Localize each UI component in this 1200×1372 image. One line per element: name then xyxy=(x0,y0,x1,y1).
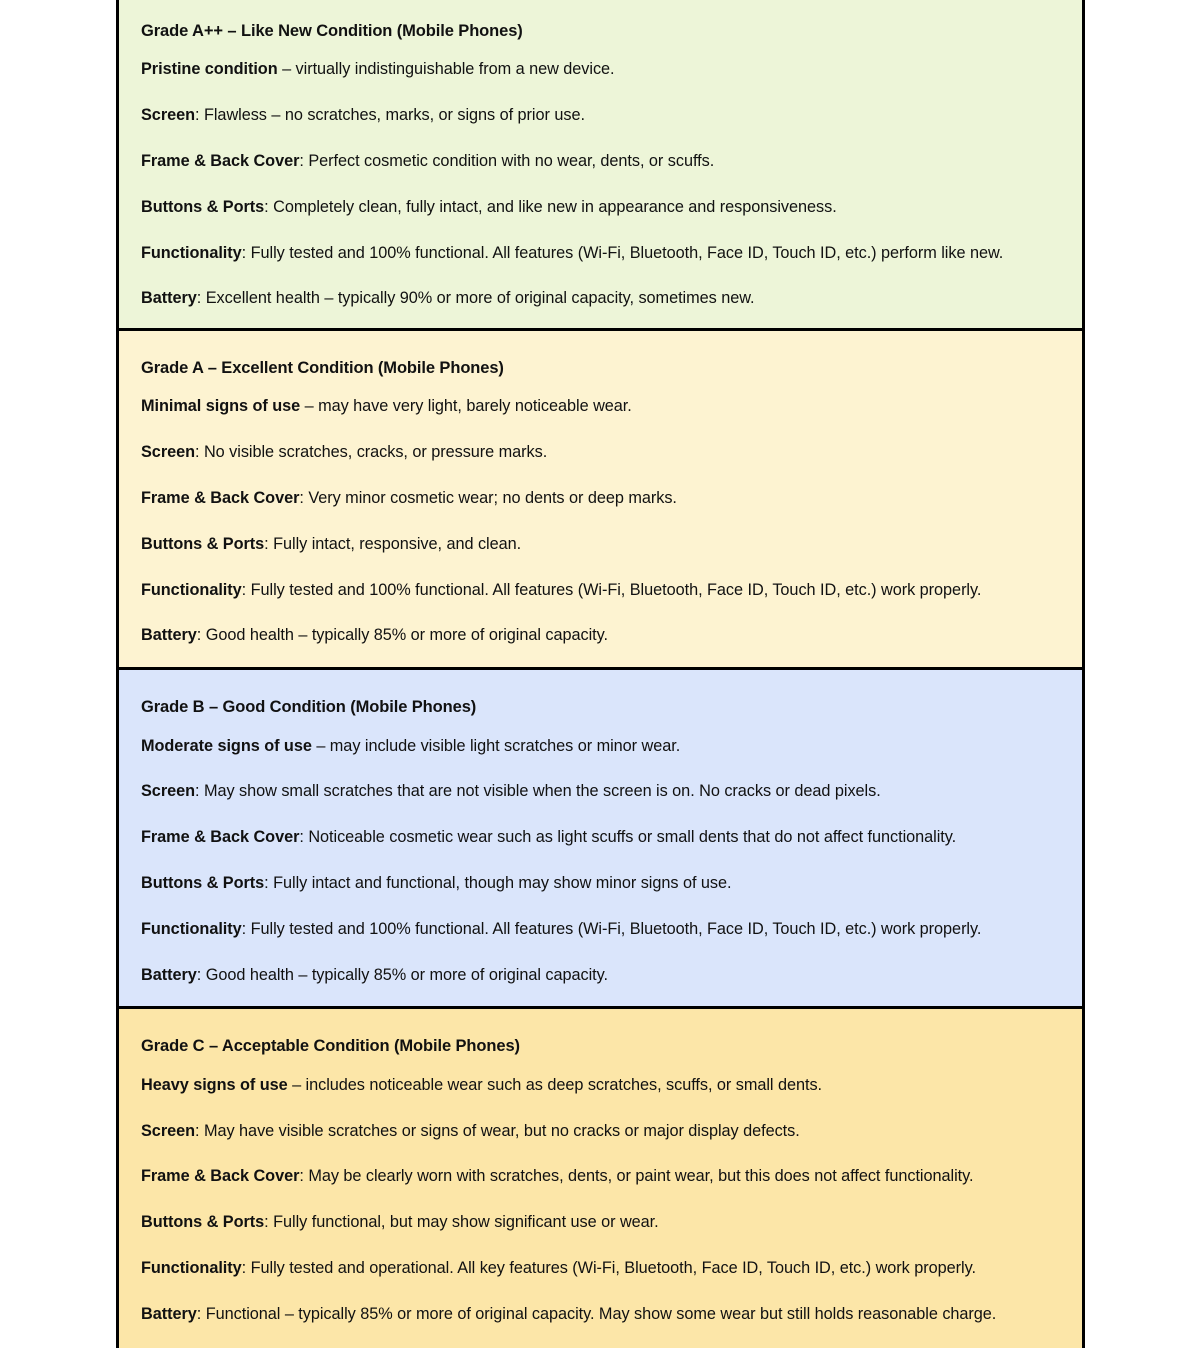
grade-detail-text: No visible scratches, cracks, or pressure marks. xyxy=(199,443,548,462)
grade-detail-line xyxy=(141,487,1060,510)
grade-detail-text: – virtually indistinguishable from a new device. xyxy=(277,60,615,79)
grade-detail-text: Fully intact, responsive, and clean. xyxy=(268,534,522,553)
grade-detail-line xyxy=(141,150,1060,173)
grade-detail-text: Fully tested and operational. All key features (Wi-Fi, Bluetooth, Face ID, Touch ID, etc.) work properly. xyxy=(246,1258,976,1277)
grade-detail-label: Functionality xyxy=(141,580,242,599)
grade-detail-label-suffix: : xyxy=(196,1304,202,1323)
grade-detail-label: Screen xyxy=(141,782,196,801)
grade-detail-label-suffix: : xyxy=(195,1121,200,1140)
grade-detail-text: Fully tested and 100% functional. All features (Wi-Fi, Bluetooth, Face ID, Touch ID, etc.) perform like new. xyxy=(246,243,1004,262)
grade-detail-text: Completely clean, fully intact, and like new in appearance and responsiveness. xyxy=(268,197,837,216)
grade-detail-line xyxy=(141,735,1060,758)
grade-detail-text: Fully tested and 100% functional. All features (Wi-Fi, Bluetooth, Face ID, Touch ID, etc.) work properly. xyxy=(246,580,982,599)
grade-detail-label-suffix: : xyxy=(195,782,200,801)
grade-detail-text: Noticeable cosmetic wear such as light scuffs or small dents that do not affect functionality. xyxy=(303,828,957,847)
grade-detail-label-suffix: : xyxy=(264,197,269,216)
grade-block xyxy=(119,1009,1082,1347)
grade-detail-label: Frame & Back Cover xyxy=(141,828,300,847)
grade-detail-label-suffix: : xyxy=(299,489,304,508)
grade-detail-text: May show small scratches that are not visible when the screen is on. No cracks or dead pixels. xyxy=(199,782,881,801)
grade-block xyxy=(119,331,1082,670)
grade-detail-text: Flawless – no scratches, marks, or signs of prior use. xyxy=(199,106,585,125)
grade-detail-label-suffix: : xyxy=(299,1167,304,1186)
grade-detail-line xyxy=(141,1120,1060,1143)
grade-block xyxy=(119,670,1082,1009)
grade-detail-text: Good health – typically 85% or more of original capacity. xyxy=(201,965,609,984)
grade-detail-label-suffix: : xyxy=(299,151,304,170)
grade-detail-text: Functional – typically 85% or more of original capacity. May show some wear but still holds reasonable charge. xyxy=(201,1304,997,1323)
grade-detail-label: Battery xyxy=(141,626,197,645)
grade-detail-label-suffix: : xyxy=(264,1213,269,1232)
grade-block xyxy=(119,0,1082,331)
grade-detail-line xyxy=(141,1257,1060,1280)
grade-detail-label: Battery xyxy=(141,1304,197,1323)
grade-detail-label-suffix: : xyxy=(241,580,247,599)
grade-detail-label: Frame & Back Cover xyxy=(141,151,300,170)
grade-title: Grade B – Good Condition (Mobile Phones) xyxy=(141,698,477,717)
grade-title: Grade A++ – Like New Condition (Mobile Phones) xyxy=(141,22,523,40)
grade-detail-line xyxy=(141,441,1060,464)
grade-detail-line xyxy=(141,1165,1060,1188)
grade-detail-label: Moderate signs of use xyxy=(141,736,312,755)
grade-title: Grade A – Excellent Condition (Mobile Phones) xyxy=(141,359,504,378)
grade-detail-label: Pristine condition xyxy=(141,60,278,79)
grade-detail-text: May have visible scratches or signs of wear, but no cracks or major display defects. xyxy=(199,1121,800,1140)
grade-detail-line xyxy=(141,287,1060,310)
grade-detail-line xyxy=(141,918,1060,941)
grade-detail-line xyxy=(141,964,1060,987)
grade-title: Grade C – Acceptable Condition (Mobile Phones) xyxy=(141,1037,520,1056)
grade-detail-text: Very minor cosmetic wear; no dents or deep marks. xyxy=(303,489,677,508)
grade-detail-label-suffix: : xyxy=(264,534,269,553)
grade-detail-text: Excellent health – typically 90% or more of original capacity, sometimes new. xyxy=(201,289,755,308)
grade-detail-label: Functionality xyxy=(141,1258,242,1277)
grade-detail-label: Buttons & Ports xyxy=(141,197,265,216)
grade-detail-label: Functionality xyxy=(141,243,242,262)
grade-detail-label-suffix: : xyxy=(241,919,247,938)
grade-detail-line xyxy=(141,872,1060,895)
grade-detail-label-suffix: : xyxy=(195,106,200,125)
grade-detail-label: Frame & Back Cover xyxy=(141,1167,300,1186)
grade-detail-line xyxy=(141,624,1060,647)
grade-detail-label-suffix: : xyxy=(299,828,304,847)
grade-detail-text: Good health – typically 85% or more of original capacity. xyxy=(201,626,609,645)
grade-detail-line xyxy=(141,579,1060,602)
grade-detail-text: May be clearly worn with scratches, dents, or paint wear, but this does not affect functionality. xyxy=(303,1167,974,1186)
grade-detail-text: – may include visible light scratches or minor wear. xyxy=(311,736,681,755)
grade-table xyxy=(116,0,1085,1348)
grade-detail-line xyxy=(141,1303,1060,1326)
grade-detail-label: Buttons & Ports xyxy=(141,534,265,553)
grade-detail-label: Screen xyxy=(141,1121,196,1140)
grade-detail-text: Fully tested and 100% functional. All features (Wi-Fi, Bluetooth, Face ID, Touch ID, etc.) work properly. xyxy=(246,919,982,938)
grade-detail-label-suffix: : xyxy=(195,443,200,462)
grade-detail-label: Buttons & Ports xyxy=(141,1213,265,1232)
grade-detail-label: Heavy signs of use xyxy=(141,1075,288,1094)
grade-detail-line xyxy=(141,1074,1060,1097)
grade-detail-text: Perfect cosmetic condition with no wear, dents, or scuffs. xyxy=(303,151,715,170)
grade-detail-label-suffix: : xyxy=(196,965,202,984)
grade-detail-label-suffix: : xyxy=(196,289,202,308)
grade-detail-label: Functionality xyxy=(141,919,242,938)
grade-detail-label: Frame & Back Cover xyxy=(141,489,300,508)
grade-detail-text: – includes noticeable wear such as deep scratches, scuffs, or small dents. xyxy=(287,1075,823,1094)
grade-detail-text: – may have very light, barely noticeable wear. xyxy=(300,397,632,416)
grade-detail-line xyxy=(141,395,1060,418)
grade-detail-text: Fully functional, but may show significant use or wear. xyxy=(268,1213,659,1232)
grade-detail-label-suffix: : xyxy=(241,1258,247,1277)
grade-detail-label: Screen xyxy=(141,106,196,125)
grade-detail-text: Fully intact and functional, though may show minor signs of use. xyxy=(268,873,732,892)
grade-detail-line xyxy=(141,242,1060,265)
grade-detail-line xyxy=(141,104,1060,127)
grade-detail-line xyxy=(141,1211,1060,1234)
grade-detail-label-suffix: : xyxy=(241,243,247,262)
grade-detail-label: Buttons & Ports xyxy=(141,873,265,892)
grade-detail-line xyxy=(141,533,1060,556)
grade-detail-label: Battery xyxy=(141,289,197,308)
grade-detail-label: Minimal signs of use xyxy=(141,397,301,416)
grade-detail-label: Screen xyxy=(141,443,196,462)
grade-detail-line xyxy=(141,196,1060,219)
grade-detail-line xyxy=(141,58,1060,81)
grade-detail-label-suffix: : xyxy=(196,626,202,645)
grade-detail-label-suffix: : xyxy=(264,873,269,892)
grade-detail-label: Battery xyxy=(141,965,197,984)
grade-detail-line xyxy=(141,780,1060,803)
grade-detail-line xyxy=(141,826,1060,849)
